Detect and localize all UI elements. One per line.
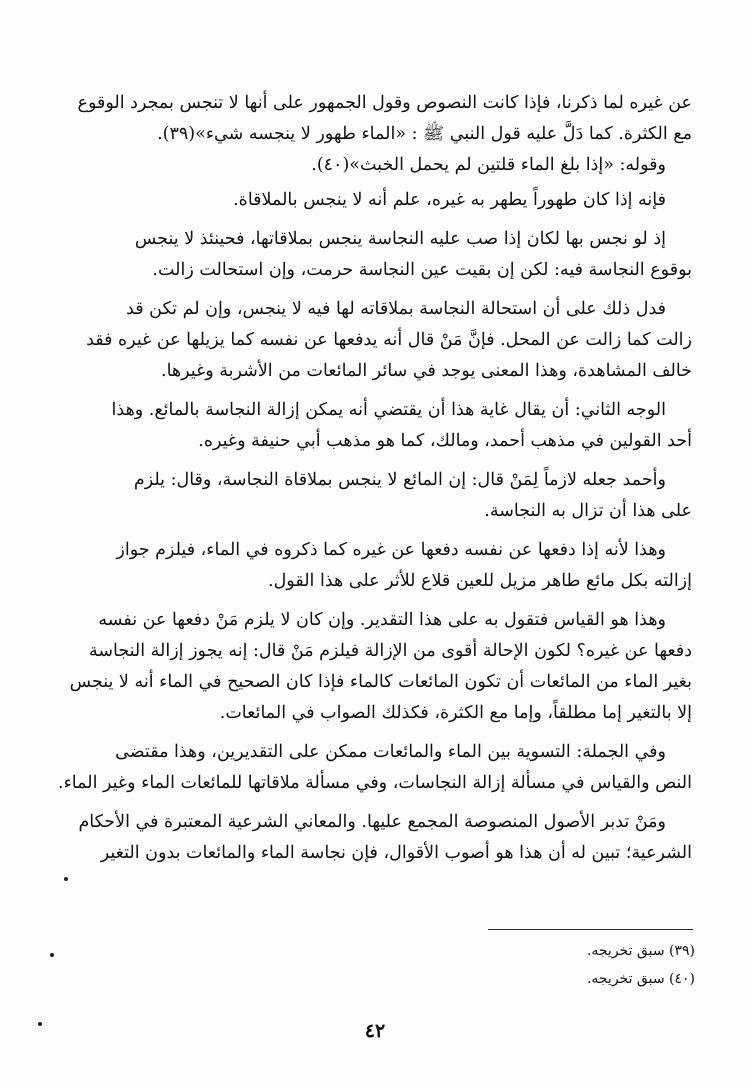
text-line: إلا بالتغير إما مطلقاً، وإما مع الكثرة، فكذلك الصواب في المائعات.	[219, 703, 692, 723]
text-line: ومَنْ تدبر الأصول المنصوصة المجمع عليها. والمعاني الشرعية المعتبرة في الأحكام	[78, 812, 666, 832]
text-line: مع الكثرة. كما دَلَّ عليه قول النبي ﷺ : «الماء طهور لا ينجسه شيء»(٣٩).	[157, 124, 692, 144]
page-number: ٤٢	[364, 1020, 386, 1042]
text-line: بغير الماء من المائعات أن تكون المائعات كالماء فإذا كان الصحيح في الماء أنه لا ينجس	[69, 672, 692, 692]
main-text	[52, 88, 692, 869]
text-line: عن غيره لما ذكرنا، فإذا كانت النصوص وقول الجمهور على أنها لا تنجس بمجرد الوقوع	[77, 93, 692, 113]
text-line: خالف المشاهدة، وهذا المعنى يوجد في سائر المائعات من الأشربة وغيرها.	[161, 361, 692, 381]
text-line: فدل ذلك على أن استحالة النجاسة بملاقاته لها فيه لا ينجس، وإن لم تكن قد	[126, 299, 666, 319]
text-line: إزالته بكل مائع طاهر مزيل للعين قلاع للأثر على هذا القول.	[268, 571, 692, 591]
text-line: أحد القولين في مذهب أحمد، ومالك، كما هو مذهب أبي حنيفة وغيره.	[198, 431, 692, 451]
text-line: وهذا هو القياس فتقول به على هذا التقدير. وإن كان لا يلزم مَنْ دفعها عن نفسه	[98, 610, 666, 630]
text-line: على هذا أن تزال به النجاسة.	[484, 501, 692, 521]
text-line: زالت كما زالت عن المحل. فإنَّ مَنْ قال أنه يدفعها عن نفسه كما يزيلها عن غيره فقد	[86, 330, 692, 350]
text-line: وقوله: «إذا بلغ الماء قلتين لم يحمل الخبث»(٤٠).	[311, 155, 666, 175]
text-line: فإنه إذا كان طهوراً يطهر به غيره، علم أنه لا ينجس بالملاقاة.	[233, 190, 666, 210]
footnote-40: (٤٠) سبق تخريجه.	[586, 971, 695, 987]
text-line: بوقوع النجاسة فيه: لكن إن بقيت عين النجاسة حرمت، وإن استحالت زالت.	[152, 260, 692, 280]
text-line: وأحمد جعله لازماً لِمَنْ قال: إن المائع لا ينجس بملاقاة النجاسة، وقال: يلزم	[133, 470, 666, 490]
footnotes	[300, 937, 695, 993]
text-line: وفي الجملة: التسوية بين الماء والمائعات ممكن على التقديرين، وهذا مقتضى	[115, 742, 666, 762]
text-line: دفعها عن غيره؟ لكون الإحالة أقوى من الإزالة فيلزم مَنْ قال: إنه يجوز إزالة النجاسة	[88, 641, 692, 661]
text-line: الوجه الثاني: أن يقال غاية هذا أن يقتضي أنه يمكن إزالة النجاسة بالمائع. وهذا	[111, 400, 666, 420]
text-line: وهذا لأنه إذا دفعها عن نفسه دفعها عن غيره كما ذكروه في الماء، فيلزم جواز	[116, 540, 666, 560]
margin-dot	[50, 953, 54, 957]
margin-dot	[64, 877, 68, 881]
text-line: النص والقياس في مسألة إزالة النجاسات، وفي مسألة ملاقاتها للمائعات الماء وغير الماء.	[58, 773, 692, 793]
text-line: إذ لو نجس بها لكان إذا صب عليه النجاسة ينجس بملاقاتها، فحينئذ لا ينجس	[134, 229, 666, 249]
footnote-39: (٣٩) سبق تخريجه.	[586, 943, 695, 959]
footnote-divider	[488, 929, 693, 930]
margin-dot	[38, 1022, 42, 1026]
text-line: الشرعية؛ تبين له أن هذا هو أصوب الأقوال، فإن نجاسة الماء والمائعات بدون التغير	[100, 843, 692, 863]
